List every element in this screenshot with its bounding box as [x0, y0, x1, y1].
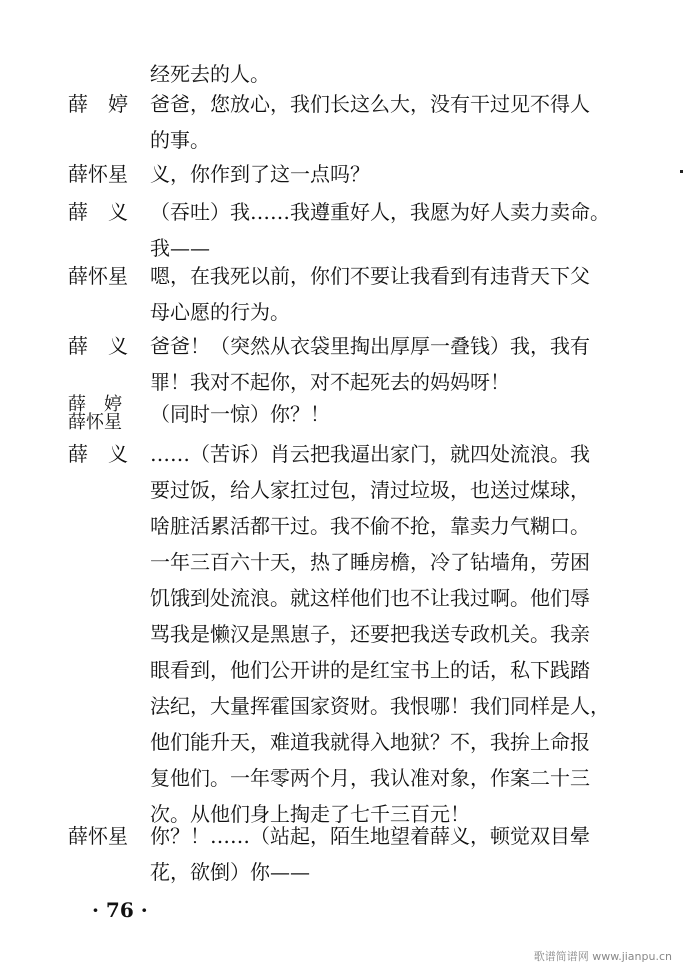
- text-line: 饥饿到处流浪。就这样他们也不让我过啊。他们辱: [150, 586, 590, 610]
- text-line: 次。从他们身上掏走了七千三百元！: [150, 802, 470, 826]
- text-line: 复他们。一年零两个月，我认准对象，作案二十三: [150, 766, 590, 790]
- text-line: 母心愿的行为。: [150, 300, 290, 324]
- text-line: （吞吐）我……我遵重好人，我愿为好人卖力卖命。: [150, 200, 610, 224]
- text-line: 眼看到，他们公开讲的是红宝书上的话，私下践踏: [150, 658, 590, 682]
- text-line: 我——: [150, 236, 210, 260]
- dialogue-text: [150, 258, 610, 330]
- speaker-name: 薛 义: [68, 200, 128, 224]
- dialogue-text: [150, 156, 610, 192]
- page-number: · 76 ·: [92, 898, 148, 922]
- speaker-name: 薛 婷: [68, 394, 122, 415]
- text-line: 一年三百六十天，热了睡房檐，冷了钻墙角，劳困: [150, 550, 590, 574]
- speaker-name: 薛怀星: [68, 412, 122, 433]
- text-line: 你？！……（站起，陌生地望着薛义，顿觉双目晕: [150, 824, 590, 848]
- speaker-name: 薛 义: [68, 442, 128, 466]
- text-line: 嗯，在我死以前，你们不要让我看到有违背天下父: [150, 264, 590, 288]
- speaker-name: 薛 义: [68, 334, 128, 358]
- speaker-name: 薛怀星: [68, 162, 128, 186]
- dialogue-text: [150, 194, 610, 266]
- text-line: 爸爸，您放心，我们长这么大，没有干过见不得人: [150, 92, 590, 116]
- speaker-name: 薛怀星: [68, 264, 128, 288]
- dialogue-text: [150, 86, 610, 158]
- text-line: 义，你作到了这一点吗？: [150, 162, 370, 186]
- dialogue-text: [150, 436, 610, 832]
- text-line: 花，欲倒）你——: [150, 860, 310, 884]
- speaker-names-stacked: [68, 396, 138, 432]
- text-line: 法纪，大量挥霍国家资财。我恨哪！我们同样是人，: [150, 694, 610, 718]
- text-line: 要过饭，给人家扛过包，清过垃圾，也送过煤球，: [150, 478, 590, 502]
- text-line: 骂我是懒汉是黑崽子，还要把我送专政机关。我亲: [150, 622, 590, 646]
- text-line: ……（苦诉）肖云把我逼出家门，就四处流浪。我: [150, 442, 590, 466]
- text-line: 他们能升天，难道我就得入地狱？不，我拚上命报: [150, 730, 590, 754]
- text-line: 的事。: [150, 128, 210, 152]
- speaker-name: 薛怀星: [68, 824, 128, 848]
- scan-speck: [680, 170, 683, 173]
- speaker-name: 薛 婷: [68, 92, 128, 116]
- dialogue-text: [150, 396, 610, 432]
- text-line: 罪！我对不起你，对不起死去的妈妈呀！: [150, 370, 510, 394]
- dialogue-text: [150, 328, 610, 400]
- watermark: 歌谱简谱网 www.jianpu.cn: [533, 950, 672, 963]
- dialogue-text: [150, 818, 610, 890]
- text-line: 爸爸！（突然从衣袋里掏出厚厚一叠钱）我，我有: [150, 334, 590, 358]
- text-line: 啥脏活累活都干过。我不偷不抢，靠卖力气糊口。: [150, 514, 590, 538]
- text-line: （同时一惊）你？！: [150, 402, 330, 426]
- text-line: 经死去的人。: [150, 62, 270, 86]
